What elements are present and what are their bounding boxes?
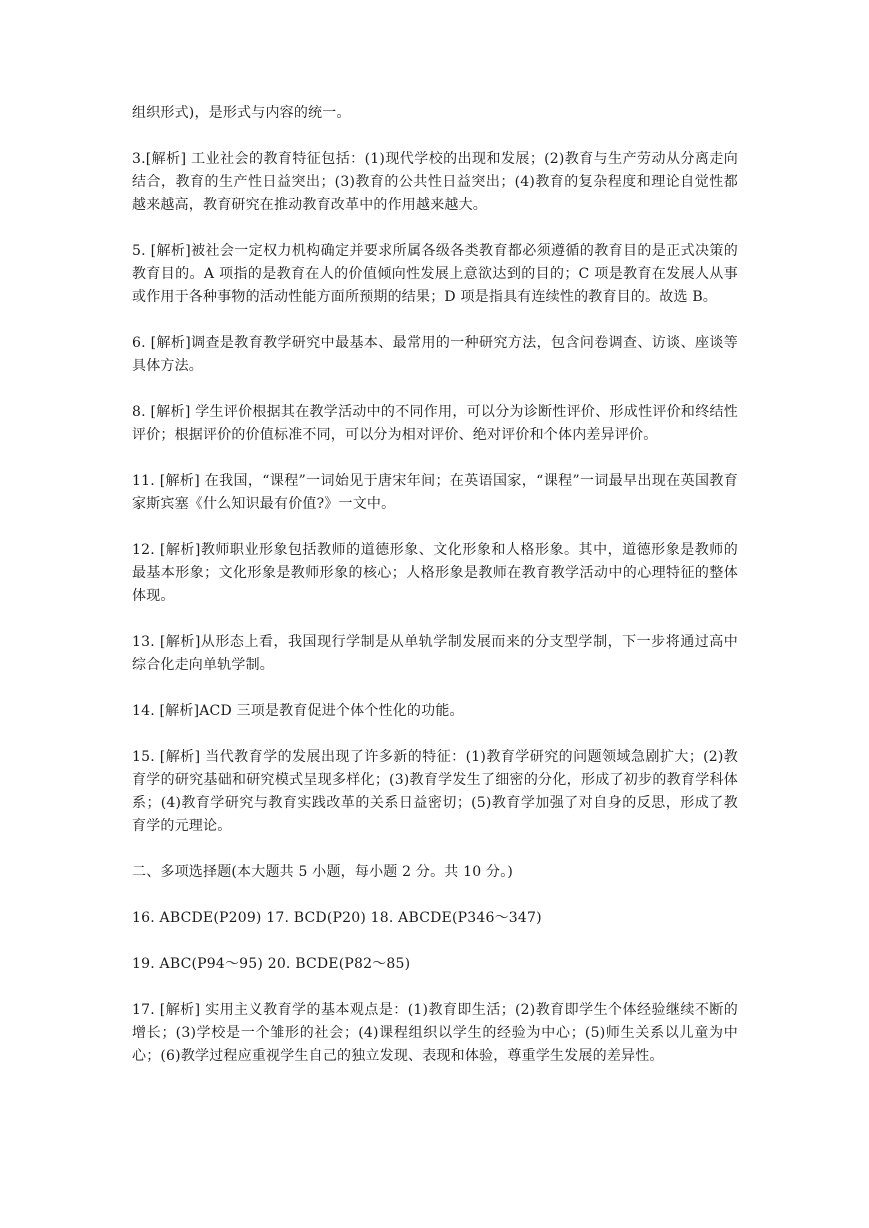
- paragraph-continuation: 组织形式)，是形式与内容的统一。: [132, 105, 351, 121]
- paragraph-answer-6: 6. [解析]调查是教育教学研究中最基本、最常用的一种研究方法，包含问卷调查、访谈、座谈等具体方法。: [132, 335, 738, 374]
- paragraph-answer-12: 12. [解析]教师职业形象包括教师的道德形象、文化形象和人格形象。其中，道德形象是教师的最基本形象；文化形象是教师形象的核心；人格形象是教师在教育教学活动中的心理特征的整体体现。: [132, 542, 738, 604]
- paragraph-answer-14: 14. [解析]ACD 三项是教育促进个体个性化的功能。: [132, 703, 464, 719]
- answer-key-line-1: 16. ABCDE(P209) 17. BCD(P20) 18. ABCDE(P346～347): [132, 910, 542, 926]
- document-body: [132, 102, 738, 1091]
- paragraph-answer-8: 8. [解析] 学生评价根据其在教学活动中的不同作用，可以分为诊断性评价、形成性评价和终结性评价；根据评价的价值标准不同，可以分为相对评价、绝对评价和个体内差异评价。: [132, 404, 738, 443]
- paragraph-answer-3: 3.[解析] 工业社会的教育特征包括：(1)现代学校的出现和发展；(2)教育与生产劳动从分离走向结合，教育的生产性日益突出；(3)教育的公共性日益突出；(4)教育的复杂程度和理论自觉性都越来越高，教育研究在推动教育改革中的作用越来越大。: [132, 151, 738, 213]
- paragraph-answer-11: 11. [解析] 在我国，“课程”一词始见于唐宋年间；在英语国家，“课程”一词最早出现在英国教育家斯宾塞《什么知识最有价值?》一文中。: [132, 473, 738, 512]
- paragraph-answer-15: 15. [解析] 当代教育学的发展出现了许多新的特征：(1)教育学研究的问题领域急剧扩大；(2)教育学的研究基础和研究模式呈现多样化；(3)教育学发生了细密的分化，形成了初步的教育学科体系；(4)教育学研究与教育实践改革的关系日益密切；(5)教育学加强了对自身的反思，形成了教育学的元理论。: [132, 749, 738, 834]
- section-heading-multiple-choice: 二、多项选择题(本大题共 5 小题，每小题 2 分。共 10 分。): [132, 864, 514, 880]
- paragraph-answer-5: 5. [解析]被社会一定权力机构确定并要求所属各级各类教育都必须遵循的教育目的是正式决策的教育目的。A 项指的是教育在人的价值倾向性发展上意欲达到的目的；C 项是教育在发展人从事或作用于各种事物的活动性能方面所预期的结果；D 项是指具有连续性的教育目的。故选 B。: [132, 243, 738, 305]
- paragraph-answer-13: 13. [解析]从形态上看，我国现行学制是从单轨学制发展而来的分支型学制，下一步将通过高中综合化走向单轨学制。: [132, 634, 738, 673]
- paragraph-answer-17: 17. [解析] 实用主义教育学的基本观点是：(1)教育即生活；(2)教育即学生个体经验继续不断的增长；(3)学校是一个雏形的社会；(4)课程组织以学生的经验为中心；(5)师生关系以儿童为中心；(6)教学过程应重视学生自己的独立发现、表现和体验，尊重学生发展的差异性。: [132, 1002, 738, 1064]
- answer-key-line-2: 19. ABC(P94～95) 20. BCDE(P82～85): [132, 956, 411, 972]
